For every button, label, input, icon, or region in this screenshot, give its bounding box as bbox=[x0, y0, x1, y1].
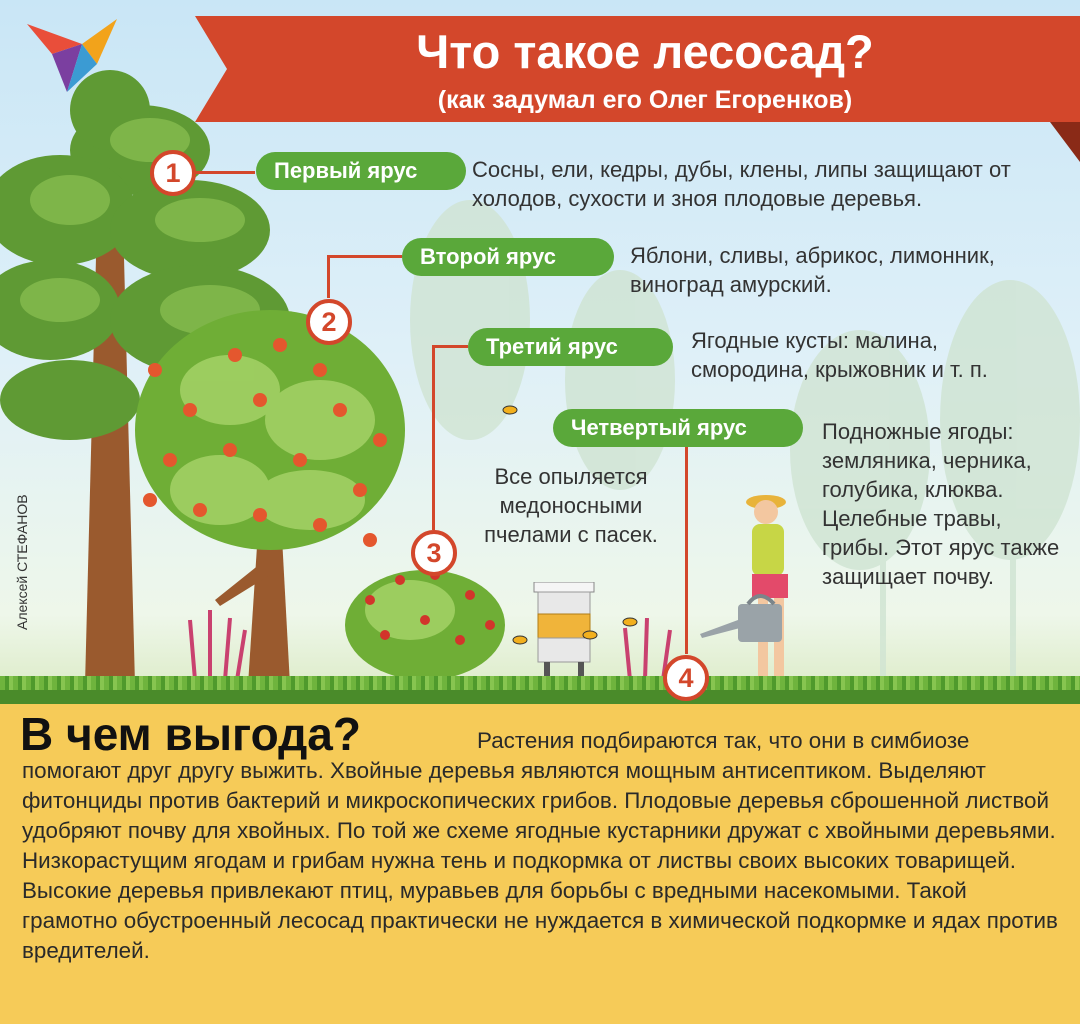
benefit-body: Растения подбираются так, что они в симбиозе помогают друг другу выжить. Хвойные деревья являются мощным антисептиком. Выделяют фитонциды против бактерий и микроскопических грибов. Плодовые деревья сброшенной листвой удобряют почву для хвойных. По той же схеме ягодные кустарники дружат с хвойными деревьями. Низкорастущим ягодам и грибам нужна тень и подкормка от листвы своих высоких товарищей. Высокие деревья привлекают птиц, муравьев для борьбы с вредными насекомыми. Такой грамотно обустроенный лесосад практически не нуждается в химической подкормке и ядах против вредителей. bbox=[22, 728, 1058, 963]
tier-2-label: Второй ярус bbox=[402, 238, 614, 276]
tier-1-number: 1 bbox=[150, 150, 196, 196]
flower-plant-icon bbox=[175, 610, 255, 680]
tier-3-leader bbox=[432, 345, 435, 530]
pollination-note: Все опыляется медоносными пчелами с пасек. bbox=[484, 464, 658, 547]
author-credit-text: Алексей СТЕФАНОВ bbox=[14, 494, 30, 630]
page-subtitle: (как задумал его Олег Егоренков) bbox=[437, 86, 853, 114]
author-credit bbox=[14, 460, 34, 640]
tier-2-description: Яблони, сливы, абрикос, лимонник, виноград амурский. bbox=[630, 243, 995, 297]
tier-2-leader bbox=[327, 255, 330, 298]
page-title: Что такое лесосад? bbox=[416, 25, 874, 78]
watering-can-icon bbox=[690, 590, 800, 650]
benefit-heading: В чем выгода? bbox=[20, 708, 361, 760]
tier-3-leader-h bbox=[432, 345, 468, 348]
tier-4-leader bbox=[685, 446, 688, 654]
tier-4-label: Четвертый ярус bbox=[553, 409, 803, 447]
tier-4-description: Подножные ягоды: земляника, черника, голубика, клюква. Целебные травы, грибы. Этот ярус также защищает почву. bbox=[822, 419, 1060, 589]
tier-2-leader-h bbox=[327, 255, 402, 258]
gardener-icon bbox=[730, 488, 810, 688]
tier-3-number: 3 bbox=[411, 530, 457, 576]
tier-2-number: 2 bbox=[306, 299, 352, 345]
tier-1-label: Первый ярус bbox=[256, 152, 466, 190]
benefit-text bbox=[22, 726, 1062, 966]
tier-1-description: Сосны, ели, кедры, дубы, клены, липы защищают от холодов, сухости и зноя плодовые деревья. bbox=[472, 157, 1011, 211]
tier-3-label: Третий ярус bbox=[468, 328, 673, 366]
tier-3-description: Ягодные кусты: малина, смородина, крыжовник и т. п. bbox=[691, 328, 988, 382]
tier-4-number: 4 bbox=[663, 655, 709, 701]
tier-1-leader bbox=[195, 171, 255, 174]
ground-strip bbox=[0, 690, 1080, 704]
